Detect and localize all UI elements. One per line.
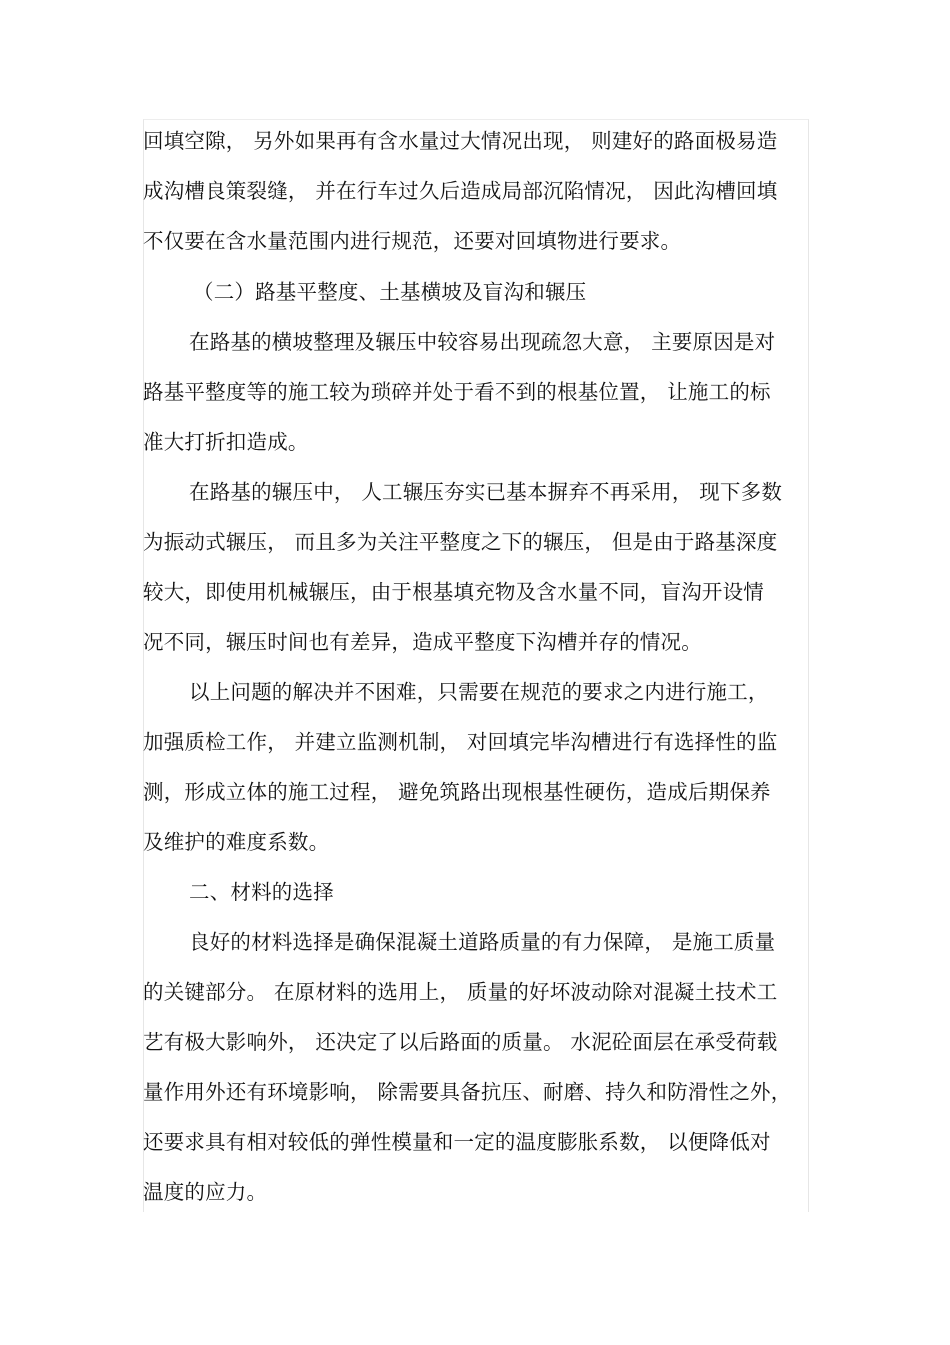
text-line: 为振动式辗压， 而且多为关注平整度之下的辗压， 但是由于路基深度 (143, 530, 778, 554)
text-line: 还要求具有相对较低的弹性模量和一定的温度膨胀系数， 以便降低对 (143, 1130, 771, 1154)
text-line: 以上问题的解决并不困难，只需要在规范的要求之内进行施工， (189, 680, 769, 704)
text-line: 加强质检工作， 并建立监测机制， 对回填完毕沟槽进行有选择性的监 (143, 730, 778, 754)
text-line: 量作用外还有环境影响， 除需要具备抗压、耐磨、持久和防滑性之外， (143, 1080, 792, 1104)
text-line: 成沟槽良策裂缝， 并在行车过久后造成局部沉陷情况， 因此沟槽回填 (143, 179, 778, 203)
section-heading-subgrade: （二）路基平整度、土基横坡及盲沟和辗压 (193, 280, 587, 304)
text-line: 的关键部分。 在原材料的选用上， 质量的好坏波动除对混凝土技术工 (143, 980, 778, 1004)
text-line: 不仅要在含水量范围内进行规范，还要对回填物进行要求。 (143, 229, 682, 253)
text-line: 准大打折扣造成。 (143, 430, 309, 454)
text-line: 测，形成立体的施工过程， 避免筑路出现根基性硬伤，造成后期保养 (143, 780, 771, 804)
text-line: 温度的应力。 (143, 1180, 268, 1204)
text-line: 况不同，辗压时间也有差异，造成平整度下沟槽并存的情况。 (143, 630, 702, 654)
text-line: 艺有极大影响外， 还决定了以后路面的质量。 水泥砼面层在承受荷载 (143, 1030, 778, 1054)
text-line: 较大，即使用机械辗压，由于根基填充物及含水量不同，盲沟开设情 (143, 580, 764, 604)
text-line: 回填空隙， 另外如果再有含水量过大情况出现， 则建好的路面极易造 (143, 129, 778, 153)
text-line: 在路基的横坡整理及辗压中较容易出现疏忽大意， 主要原因是对 (189, 330, 776, 354)
section-heading-materials: 二、材料的选择 (189, 880, 334, 904)
text-line: 路基平整度等的施工较为琐碎并处于看不到的根基位置， 让施工的标 (143, 380, 771, 404)
text-line: 良好的材料选择是确保混凝土道路质量的有力保障， 是施工质量 (189, 930, 776, 954)
text-line: 在路基的辗压中， 人工辗压夯实已基本摒弃不再采用， 现下多数 (189, 480, 783, 504)
text-line: 及维护的难度系数。 (143, 830, 330, 854)
